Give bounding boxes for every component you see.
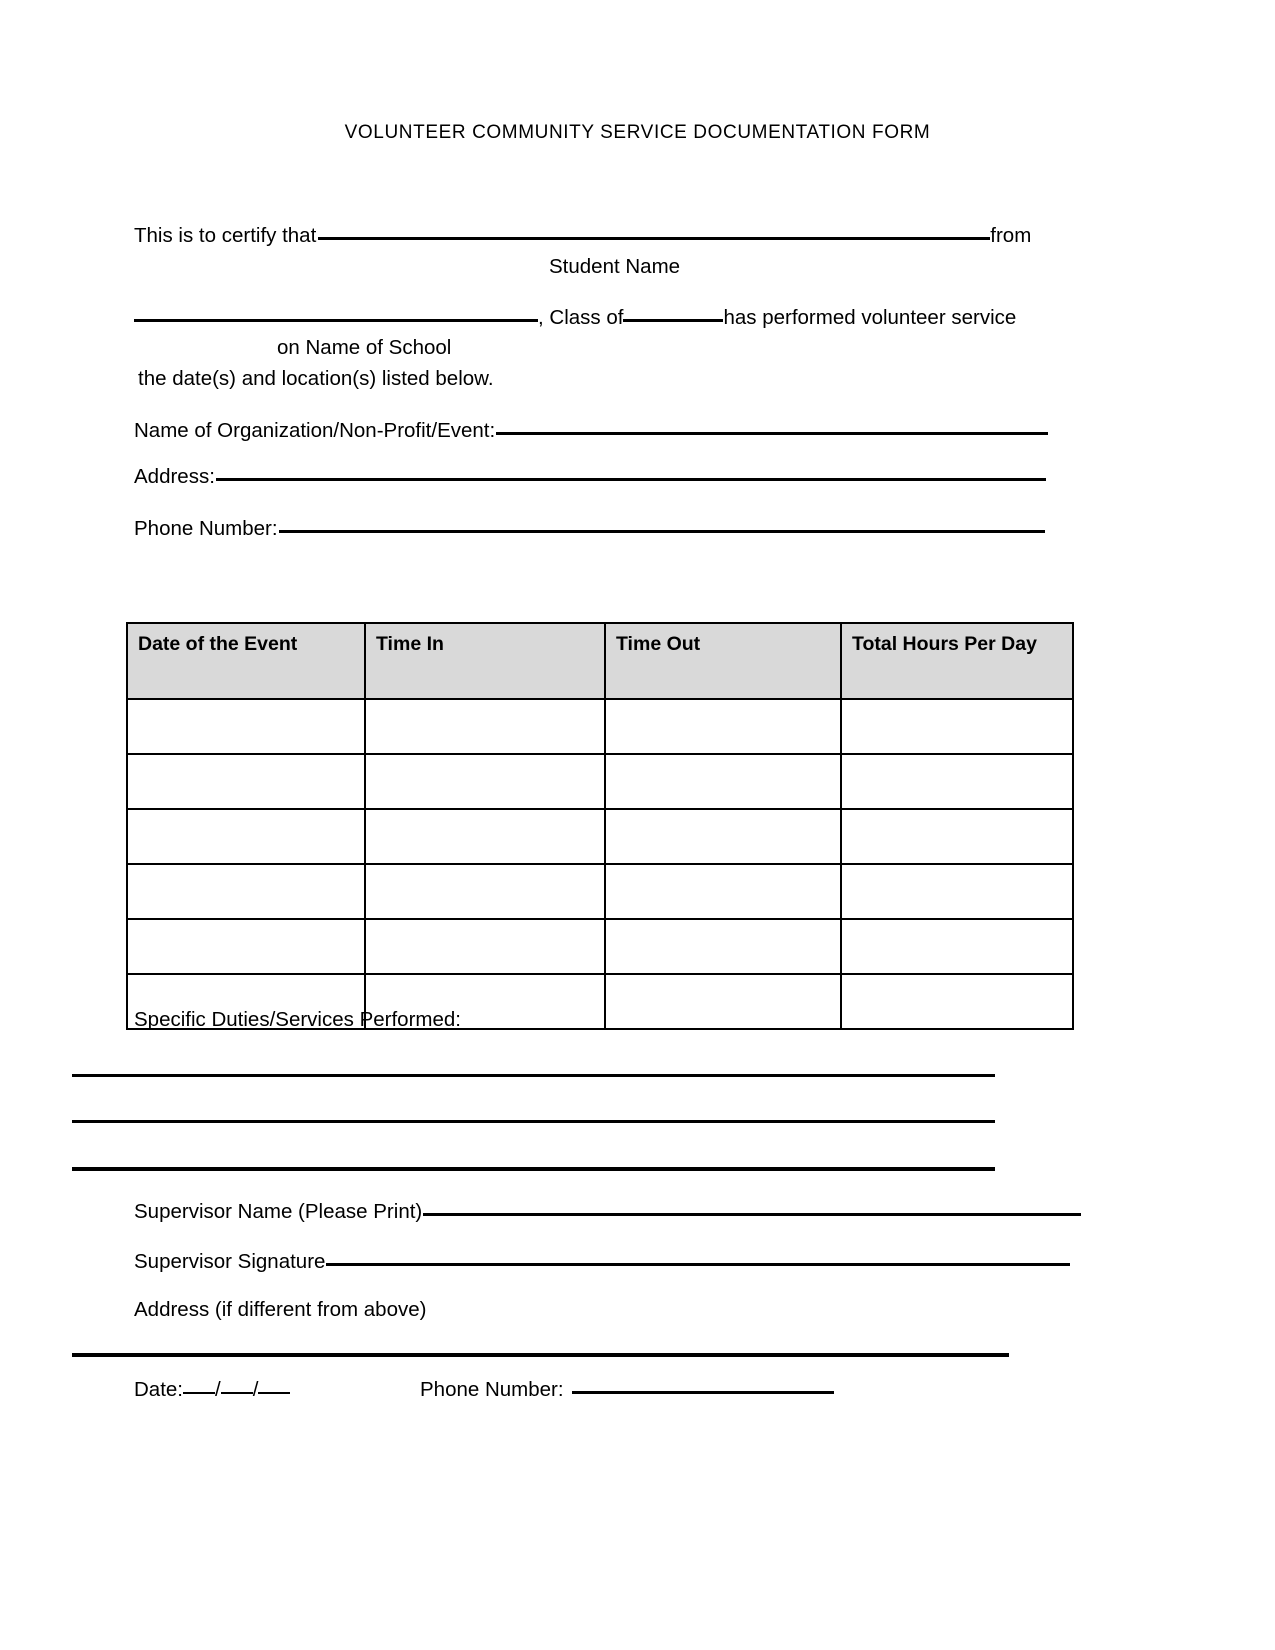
cell-time-in[interactable] (365, 809, 605, 864)
organization-name-label: Name of Organization/Non-Profit/Event: (134, 419, 496, 442)
student-name-caption: Student Name (549, 255, 681, 278)
table-row (127, 919, 1073, 974)
cell-time-in[interactable] (365, 919, 605, 974)
duties-label-row (134, 1008, 461, 1032)
organization-address-input[interactable] (216, 478, 1046, 481)
table-header-row (127, 623, 1073, 699)
supervisor-date-label: Date: (134, 1378, 183, 1401)
table-row (127, 864, 1073, 919)
cell-time-out[interactable] (605, 974, 841, 1029)
supervisor-name-input[interactable] (423, 1213, 1081, 1216)
organization-phone-label: Phone Number: (134, 517, 278, 540)
date-separator-1: / (215, 1378, 221, 1401)
duties-write-line-1[interactable] (72, 1074, 995, 1077)
certify-prefix-text: This is to certify that (134, 224, 317, 247)
supervisor-signature-input[interactable] (326, 1263, 1070, 1266)
supervisor-name-row (134, 1200, 1081, 1224)
table-row (127, 699, 1073, 754)
supervisor-address-row (134, 1298, 426, 1322)
organization-address-label: Address: (134, 465, 215, 488)
cell-time-out[interactable] (605, 754, 841, 809)
certify-line-3 (138, 367, 494, 391)
supervisor-phone-row (420, 1378, 834, 1402)
organization-name-input[interactable] (496, 432, 1048, 435)
cell-total-hours[interactable] (841, 699, 1073, 754)
organization-address-row (134, 465, 1046, 489)
column-header-total-hours-per-day: Total Hours Per Day (841, 623, 1073, 699)
cell-time-out[interactable] (605, 919, 841, 974)
column-header-time-in: Time In (365, 623, 605, 699)
page-title: VOLUNTEER COMMUNITY SERVICE DOCUMENTATION FORM (344, 122, 931, 143)
supervisor-address-label: Address (if different from above) (134, 1298, 427, 1321)
supervisor-date-row (134, 1378, 290, 1402)
cell-time-out[interactable] (605, 809, 841, 864)
cell-time-in[interactable] (365, 699, 605, 754)
cell-date[interactable] (127, 864, 365, 919)
service-log-table (126, 622, 1074, 1030)
duties-write-line-3[interactable] (72, 1167, 995, 1171)
supervisor-phone-input[interactable] (572, 1391, 834, 1394)
date-month-blank[interactable] (183, 1392, 215, 1394)
date-day-blank[interactable] (221, 1392, 253, 1394)
cell-date[interactable] (127, 754, 365, 809)
organization-name-row (134, 419, 1048, 443)
column-header-date-of-the-event: Date of the Event (127, 623, 365, 699)
certify-line-2 (134, 306, 1016, 330)
table-row (127, 754, 1073, 809)
cell-total-hours[interactable] (841, 864, 1073, 919)
certify-line-1 (134, 224, 1031, 248)
class-of-text: , Class of (538, 306, 624, 329)
cell-total-hours[interactable] (841, 919, 1073, 974)
organization-phone-input[interactable] (279, 530, 1045, 533)
date-separator-2: / (252, 1378, 259, 1401)
cell-time-in[interactable] (365, 754, 605, 809)
cell-time-out[interactable] (605, 864, 841, 919)
cell-time-in[interactable] (365, 864, 605, 919)
performed-service-text: has performed volunteer service (723, 306, 1017, 329)
supervisor-address-write-line[interactable] (72, 1353, 1009, 1357)
class-year-blank[interactable] (623, 319, 723, 322)
cell-date[interactable] (127, 919, 365, 974)
supervisor-phone-label: Phone Number: (420, 1378, 564, 1401)
supervisor-signature-row (134, 1250, 1070, 1274)
cell-date[interactable] (127, 809, 365, 864)
organization-phone-row (134, 517, 1045, 541)
student-name-blank[interactable] (318, 237, 990, 240)
column-header-time-out: Time Out (605, 623, 841, 699)
supervisor-signature-label: Supervisor Signature (134, 1250, 326, 1273)
date-year-blank[interactable] (258, 1392, 290, 1394)
table-row (127, 809, 1073, 864)
school-name-caption: on Name of School (277, 336, 452, 359)
cell-total-hours[interactable] (841, 974, 1073, 1029)
cell-time-out[interactable] (605, 699, 841, 754)
cell-total-hours[interactable] (841, 809, 1073, 864)
cell-date[interactable] (127, 699, 365, 754)
school-name-blank[interactable] (134, 319, 538, 322)
certify-suffix-from-text: from (990, 224, 1032, 247)
supervisor-name-label: Supervisor Name (Please Print) (134, 1200, 423, 1223)
cell-total-hours[interactable] (841, 754, 1073, 809)
duties-label: Specific Duties/Services Performed: (134, 1008, 461, 1031)
duties-write-line-2[interactable] (72, 1120, 995, 1123)
dates-locations-text: the date(s) and location(s) listed below. (138, 367, 494, 390)
